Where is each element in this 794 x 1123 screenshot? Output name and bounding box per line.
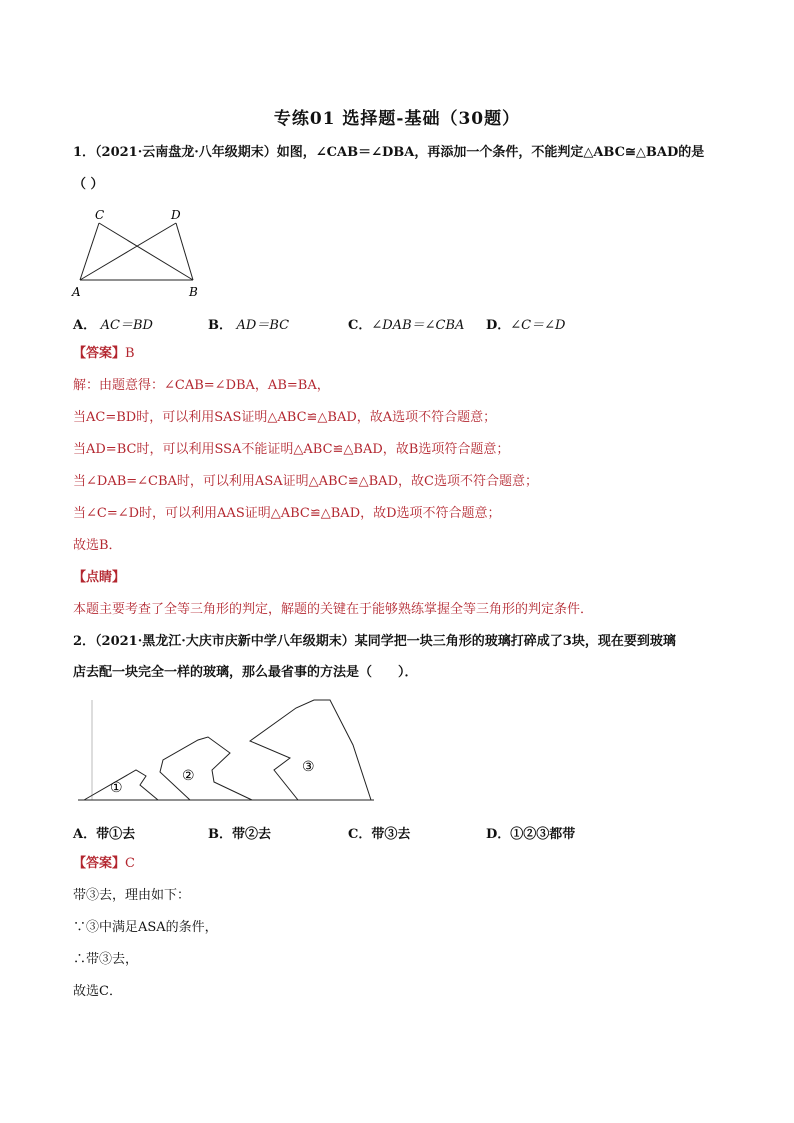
q1-option-c: C．∠DAB＝∠CBA [348,318,465,333]
glass-piece-3 [250,700,371,800]
q1-comment: 本题主要考查了全等三角形的判定，解题的关键在于能够熟练掌握全等三角形的判定条件． [73,602,594,617]
glass-piece-2 [160,737,252,800]
q2-option-c: C．带③去 [348,827,411,842]
label-d: D [171,208,181,222]
q1-option-d: D．∠C＝∠D [486,318,566,333]
q2-solution-line: 带③去，理由如下： [73,888,191,903]
q2-option-b: B．带②去 [208,827,272,842]
q1-solution-line: 当∠DAB=∠CBA时，可以利用ASA证明△ABC≌△BAD，故C选项不符合题意； [73,474,538,489]
label-c: C [95,208,105,222]
segment-ad [80,223,176,280]
q1-stem-line2: （ ） [73,177,104,192]
piece-label-3: ③ [302,759,315,775]
q1-solution-line: 解：由题意得：∠CAB=∠DBA，AB=BA， [73,378,330,393]
q1-option-a: A． AC＝BD [73,318,153,333]
q1-comment-label: 【点睛】 [73,570,126,585]
q1-solution-line: 当AD=BC时，可以利用SSA不能证明△ABC≌△BAD，故B选项符合题意； [73,442,510,457]
q2-stem-line2: 店去配一块完全一样的玻璃，那么最省事的方法是（ ）． [73,665,418,680]
q2-stem-line1: 2．（2021·黑龙江·大庆市庆新中学八年级期末）某同学把一块三角形的玻璃打碎成了3块，现在要到玻璃 [73,634,676,649]
q1-solution-line: 故选B． [73,538,122,553]
piece-label-2: ② [182,768,195,784]
q1-solution-line: 当∠C=∠D时，可以利用AAS证明△ABC≌△BAD，故D选项不符合题意； [73,506,501,521]
piece-label-1: ① [110,780,123,796]
q2-answer: 【答案】C [73,856,135,871]
q1-stem-line1: 1．（2021·云南盘龙·八年级期末）如图，∠CAB＝∠DBA，再添加一个条件，不能判定△ABC≅△BAD的是 [73,145,705,160]
q1-option-b: B． AD＝BC [208,318,290,333]
q2-figure [78,690,378,806]
page-title: 专练01 选择题-基础（30题） [273,109,521,129]
label-b: B [189,285,198,299]
q1-answer: 【答案】B [73,346,135,361]
label-a: A [72,285,81,299]
segment-ac [80,223,99,280]
q1-solution-line: 当AC=BD时，可以利用SAS证明△ABC≌△BAD，故A选项不符合题意； [73,410,497,425]
q2-solution-line: ∴带③去， [73,952,139,967]
q2-solution-line: 故选C． [73,984,122,999]
q1-figure [66,204,216,300]
q2-option-a: A．带①去 [73,827,136,842]
q2-option-d: D．①②③都带 [486,827,576,842]
q2-solution-line: ∵③中满足ASA的条件， [73,920,218,935]
